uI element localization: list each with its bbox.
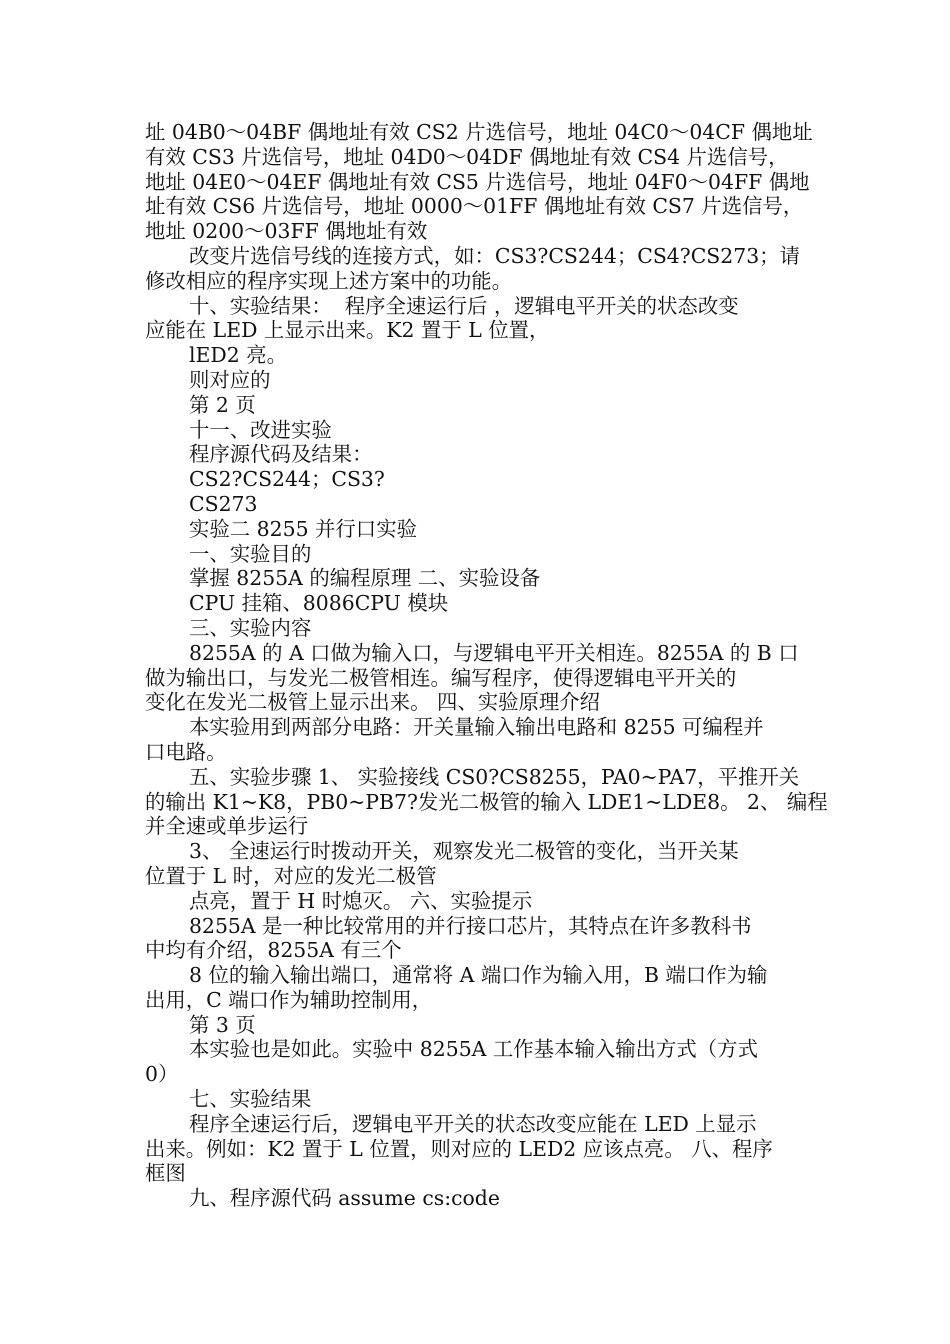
text-line: 中均有介绍，8255A 有三个 (145, 938, 402, 963)
text-line: 8255A 是一种比较常用的并行接口芯片，其特点在许多教科书 (189, 913, 752, 938)
text-line: 3、 全速运行时拨动开关，观察发光二极管的变化，当开关某 (189, 839, 739, 864)
section-heading-purpose: 一、实验目的 (189, 541, 312, 566)
text-line: 的输出 K1~K8，PB0~PB7?发光二极管的输入 LDE1~LDE8。 2、 编程 (145, 789, 828, 814)
text-line: lED2 亮。 (189, 343, 287, 368)
text-line: 位置于 L 时，对应的发光二极管 (145, 863, 437, 888)
document-page (145, 120, 828, 1211)
text-line: 8 位的输入输出端口，通常将 A 端口作为输入用，B 端口作为输 (189, 963, 768, 988)
text-line: 址 04B0～04BF 偶地址有效 CS2 片选信号，地址 04C0～04CF 偶地址 (145, 120, 813, 144)
text-line: 8255A 的 A 口做为输入口，与逻辑电平开关相连。8255A 的 B 口 (189, 640, 799, 665)
text-line: 本实验也是如此。实验中 8255A 工作基本输入输出方式（方式 (189, 1037, 758, 1062)
text-line: 点亮，置于 H 时熄灭。 六、实验提示 (189, 888, 533, 913)
text-line: 五、实验步骤 1、 实验接线 CS0?CS8255，PA0~PA7，平推开关 (189, 764, 800, 789)
text-line: CS2?CS244；CS3? (189, 467, 385, 492)
text-line: CPU 挂箱、8086CPU 模块 (189, 591, 449, 616)
text-line: 口电路。 (145, 739, 227, 764)
section-heading-results: 十、实验结果： 程序全速运行后 ，逻辑电平开关的状态改变 (189, 293, 739, 318)
section-heading-source: 九、程序源代码 assume cs:code (189, 1186, 500, 1211)
text-line: 地址 0200～03FF 偶地址有效 (145, 219, 428, 244)
page-number: 第 2 页 (189, 392, 256, 417)
text-line: 址有效 CS6 片选信号，地址 0000～01FF 偶地址有效 CS7 片选信号， (145, 194, 804, 219)
text-line: 本实验用到两部分电路：开关量输入输出电路和 8255 可编程并 (189, 715, 764, 740)
text-line: 并全速或单步运行 (145, 814, 309, 839)
text-line: 做为输出口，与发光二极管相连。编写程序，使得逻辑电平开关的 (145, 665, 737, 690)
text-line: 应能在 LED 上显示出来。K2 置于 L 位置， (145, 318, 550, 343)
text-line: 地址 04E0～04EF 偶地址有效 CS5 片选信号，地址 04F0～04FF 偶地 (145, 169, 810, 194)
text-line: 出用，C 端口作为辅助控制用， (145, 987, 433, 1012)
text-line: 程序全速运行后，逻辑电平开关的状态改变应能在 LED 上显示 (189, 1111, 757, 1136)
text-line: 有效 CS3 片选信号，地址 04D0～04DF 偶地址有效 CS4 片选信号， (145, 144, 789, 169)
text-line: CS273 (189, 491, 258, 516)
text-line: 出来。例如：K2 置于 L 位置，则对应的 LED2 应该点亮。 八、程序 (145, 1136, 773, 1161)
section-heading-content: 三、实验内容 (189, 615, 312, 640)
text-line: 程序源代码及结果： (189, 442, 373, 467)
section-heading-results-2: 七、实验结果 (189, 1087, 312, 1112)
text-line: 掌握 8255A 的编程原理 二、实验设备 (189, 566, 541, 591)
page-number: 第 3 页 (189, 1012, 256, 1037)
text-line: 修改相应的程序实现上述方案中的功能。 (145, 268, 513, 293)
experiment-title: 实验二 8255 并行口实验 (189, 516, 417, 541)
text-line: 则对应的 (189, 367, 271, 392)
text-line: 改变片选信号线的连接方式，如：CS3?CS244；CS4?CS273；请 (189, 243, 800, 268)
text-line: 变化在发光二极管上显示出来。 四、实验原理介绍 (145, 690, 601, 715)
text-line: 框图 (145, 1161, 186, 1186)
section-heading-improvement: 十一、改进实验 (189, 417, 332, 442)
text-line: 0） (145, 1062, 179, 1087)
